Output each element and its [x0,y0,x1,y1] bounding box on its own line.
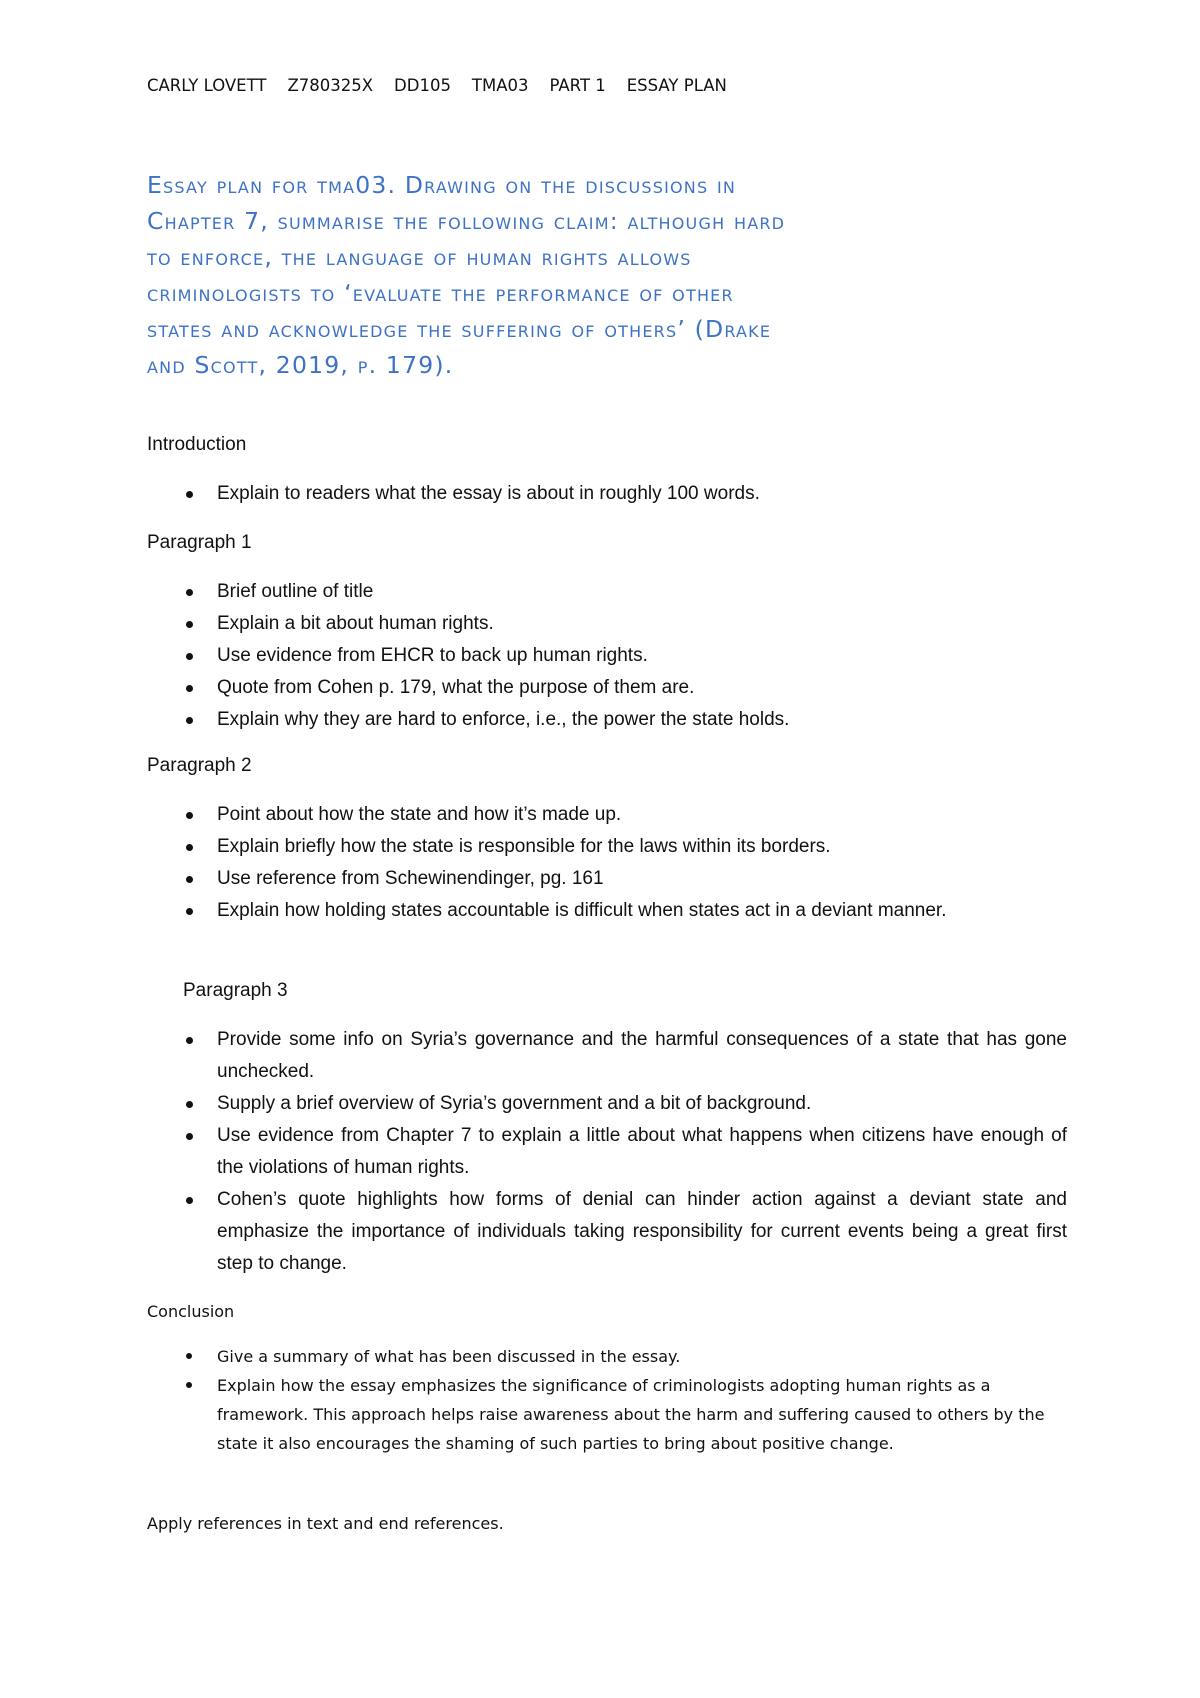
title-line: to enforce, the language of human rights allows [147,243,692,271]
introduction-list [147,478,1067,510]
list-item: Quote from Cohen p. 179, what the purpose of them are. [147,672,1067,704]
list-item: Explain to readers what the essay is about in roughly 100 words. [147,478,1067,510]
list-item: Explain a bit about human rights. [147,608,1067,640]
list-item: Give a summary of what has been discussed in the essay. [147,1342,1067,1371]
paragraph2-list [147,799,1067,927]
title-line: states and acknowledge the suffering of others’ (Drake [147,315,772,343]
introduction-heading: Introduction [147,434,247,455]
document-header: CARLY LOVETT Z780325X DD105 TMA03 PART 1 ESSAY PLAN [147,76,727,95]
list-item: Supply a brief overview of Syria’s government and a bit of background. [147,1088,1067,1120]
list-item: Use evidence from Chapter 7 to explain a little about what happens when citizens have enough of the violations of human rights. [147,1120,1067,1184]
closing-note: Apply references in text and end references. [147,1514,504,1533]
list-item: Use evidence from EHCR to back up human rights. [147,640,1067,672]
list-item: Cohen’s quote highlights how forms of denial can hinder action against a deviant state and emphasize the importance of individuals taking responsibility for current events being a great first step to change. [147,1184,1067,1280]
title-line: criminologists to ‘evaluate the performance of other [147,279,734,307]
title-line: Essay plan for tma03. Drawing on the discussions in [147,171,737,199]
list-item: Explain briefly how the state is responsible for the laws within its borders. [147,831,1067,863]
list-item: Brief outline of title [147,576,1067,608]
title-line: and Scott, 2019, p. 179). [147,351,454,379]
list-item: Explain how holding states accountable is difficult when states act in a deviant manner. [147,895,1067,927]
paragraph1-list [147,576,1067,736]
list-item: Point about how the state and how it’s made up. [147,799,1067,831]
list-item: Explain why they are hard to enforce, i.e., the power the state holds. [147,704,1067,736]
title-line: Chapter 7, summarise the following claim: although hard [147,207,786,235]
paragraph3-list [147,1024,1067,1280]
conclusion-list [147,1342,1067,1458]
list-item: Explain how the essay emphasizes the significance of criminologists adopting human rights as a framework. This approach helps raise awareness about the harm and suffering caused to others by the state it also encourages the shaming of such parties to bring about positive change. [147,1371,1067,1458]
list-item: Use reference from Schewinendinger, pg. 161 [147,863,1067,895]
paragraph1-heading: Paragraph 1 [147,532,252,553]
paragraph3-heading: Paragraph 3 [183,980,288,1001]
paragraph2-heading: Paragraph 2 [147,755,252,776]
conclusion-heading: Conclusion [147,1302,235,1321]
list-item: Provide some info on Syria’s governance and the harmful consequences of a state that has gone unchecked. [147,1024,1067,1088]
essay-title [147,167,1067,383]
